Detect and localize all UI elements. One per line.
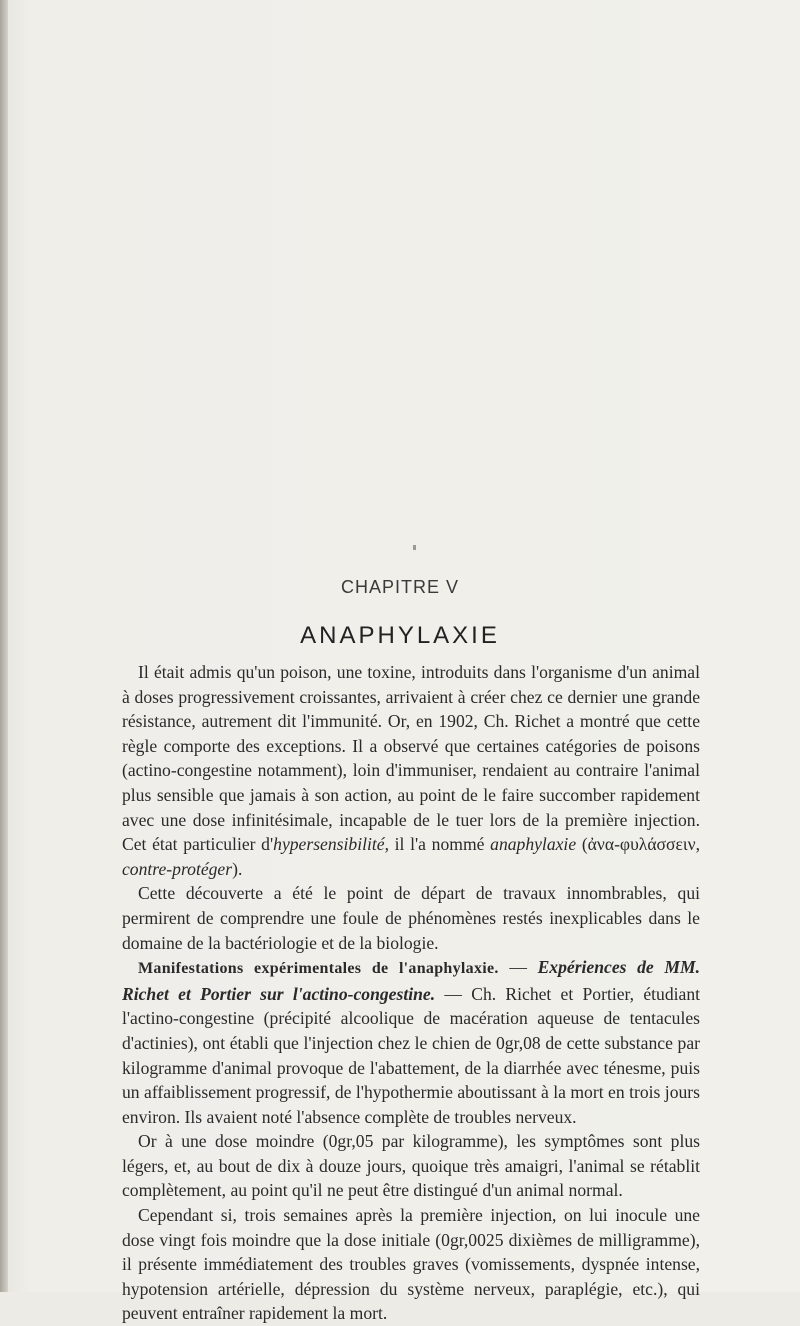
term-anaphylaxie: anaphylaxie bbox=[490, 834, 577, 855]
term-hypersensibilite: hypersensibilité bbox=[273, 834, 385, 855]
intro-text-3: ). bbox=[232, 858, 243, 879]
intro-text-2: , il l'a nommé bbox=[384, 834, 491, 855]
print-mark bbox=[413, 545, 416, 550]
paragraph-discovery: Cette découverte a été le point de départ de travaux innombrables, qui permirent de comprendre une foule de phénomènes restés inexplicables dans le domaine de la bactériologie et de la biologie. bbox=[122, 883, 700, 953]
experiments-text: — Ch. Richet et Portier, étudiant l'actino-congestine (précipité alcoolique de macération aqueuse de tentacules d'actinies), ont établi que l'injection chez le chien de 0gr,08 de cette substance par kilogramme d'animal provoque de l'abattement, de la diarrhée avec ténesme, puis un affaiblissement progressif, de l'hypothermie aboutissant à la mort en trois jours environ. Ils avaient noté l'absence complète de troubles nerveux. bbox=[122, 983, 701, 1127]
paragraph-intro bbox=[122, 660, 700, 881]
section-heading: Manifestations expérimentales de l'anaphylaxie. bbox=[138, 960, 499, 978]
intro-text-1: Il était admis qu'un poison, une toxine, introduits dans l'organisme d'un animal à doses progressivement croissantes, arrivaient à créer chez ce dernier une grande résistance, autrement dit l'immunité. Or, en 1902, Ch. Richet a montré que cette règle comporte des exceptions. Il a observé que certaines catégories de poisons (actino-congestine notamment), loin d'immuniser, rendaient au contraire l'animal plus sensible que jamais à son action, au point de le faire succomber rapidement avec une dose infinitésimale, incapable de le tuer lors de la première injection. Cet état particulier d' bbox=[122, 662, 700, 855]
paragraph-experiments bbox=[122, 955, 700, 1129]
heading-dash: — bbox=[498, 957, 538, 978]
chapter-body bbox=[122, 660, 700, 1326]
chapter-title: ANAPHYLAXIE bbox=[300, 622, 500, 649]
term-contre-proteger: contre-protéger bbox=[122, 858, 233, 879]
paragraph-lower-dose: Or à une dose moindre (0gr,05 par kilogramme), les symptômes sont plus légers, et, au bout de dix à douze jours, quoique très amaigri, l'animal se rétablit complètement, au point qu'il ne peut être distingué d'un animal normal. bbox=[122, 1131, 700, 1201]
chapter-number: CHAPITRE V bbox=[340, 577, 460, 597]
greek-etymology: (ἀνα-φυλάσσειν, bbox=[576, 834, 700, 855]
section-subheading: Expériences de MM. Richet et Portier sur l'actino-congestine. bbox=[122, 957, 701, 1004]
paragraph-reinjection: Cependant si, trois semaines après la première injection, on lui inocule une dose vingt fois moindre que la dose initiale (0gr,0025 dixièmes de milligramme), il présente immédiatement des troubles graves (vomissements, dyspnée intense, hypotension artérielle, dépression du système nerveux, paraplégie, etc.), qui peuvent entraîner rapidement la mort. bbox=[122, 1205, 700, 1324]
